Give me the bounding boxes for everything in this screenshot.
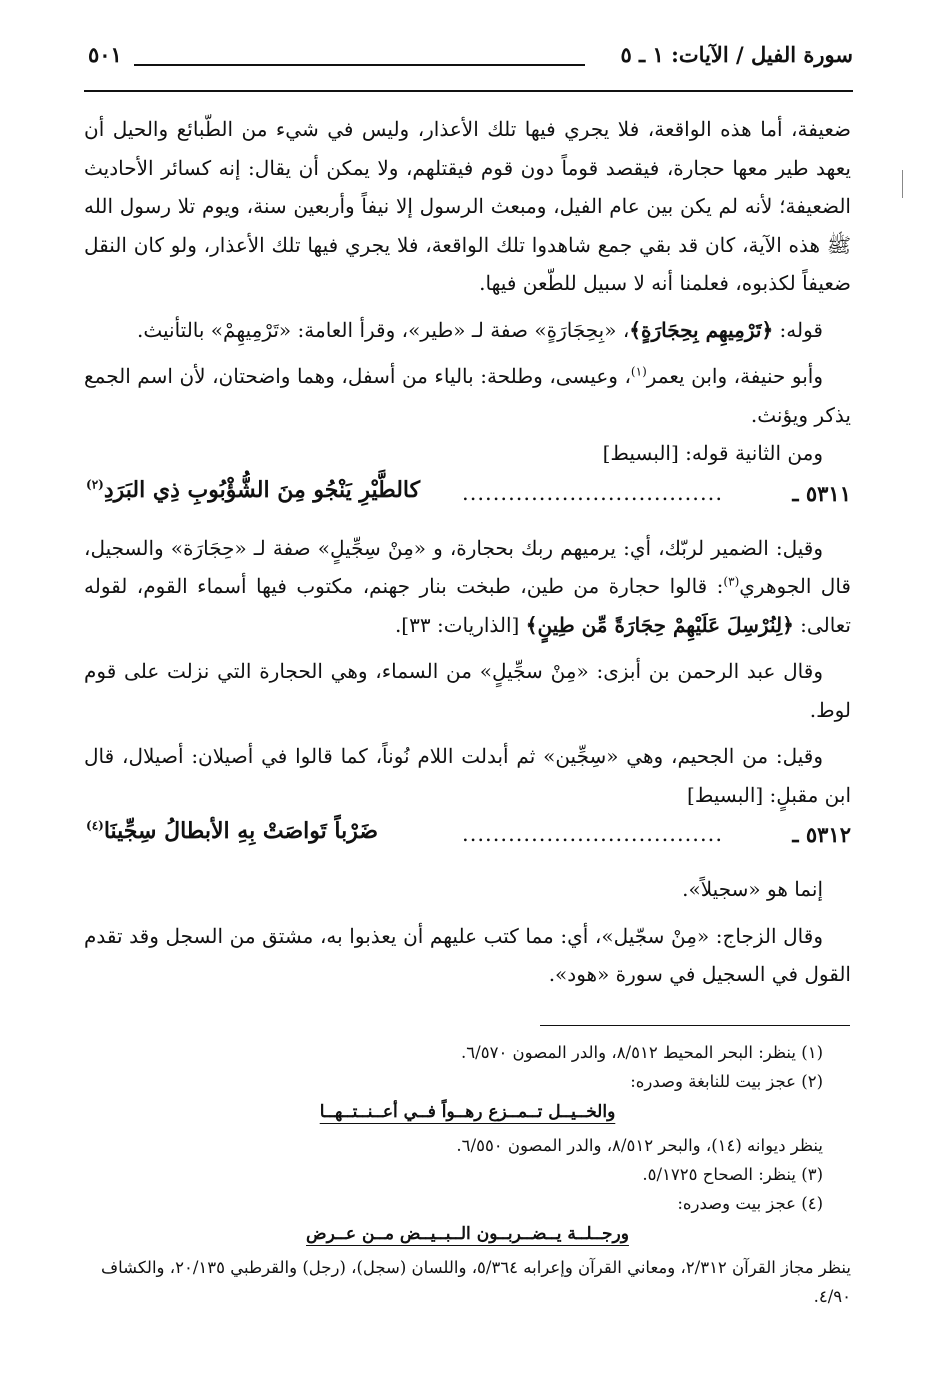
page-number: ٥٠١ <box>88 42 122 67</box>
footnote-ref: (١) <box>630 364 647 379</box>
verse-line <box>84 477 851 521</box>
paragraph: وأبو حنيفة، وابن يعمر$^{(١)}$، وعيسى، وطلحة: بالياء من أسفل، وهما واضحتان، لأن اسم الجمع يذكر ويؤنث. <box>84 364 851 427</box>
header-dash-line <box>134 64 585 66</box>
verse-line <box>84 818 851 862</box>
paragraph: وقال عبد الرحمن بن أبزى: «مِنْ سجِّيلٍ» من السماء، وهي الحجارة التي نزلت على قوم لوط. <box>84 659 851 722</box>
verse-dots: .................................. <box>462 480 723 505</box>
footnote: (٣) ينظر: الصحاح ٥/١٧٢٥. <box>642 1165 823 1184</box>
verse-text: ضَرْباً تَواصَتْ بِهِ الأبطالُ سِجِّينَا$^{(٤)}$ <box>86 818 379 844</box>
footnote-reference: ينظر ديوانه (١٤)، والبحر ٨/٥١٢، والدر المصون ٦/٥٥٠. <box>456 1136 823 1155</box>
footnote-reference: ينظر مجاز القرآن ٢/٣١٢، ومعاني القرآن وإعرابه ٥/٣٦٤، واللسان (سجل)، (رجل) والقرطبي ٢٠/١٣٥، والكشاف ٤/٩٠. <box>100 1258 851 1306</box>
margin-mark <box>902 170 903 198</box>
verse-text: كالطَّيْرِ يَنْجُو مِنَ الشُّؤْبُوبِ ذِي البَرَدِ$^{(٢)}$ <box>86 476 421 503</box>
footnote: (٤) عجز بيت وصدره: <box>677 1194 823 1213</box>
main-text <box>84 110 851 1002</box>
verse-number: ٥٣١١ ـ <box>792 480 851 506</box>
paragraph: قوله: ﴿تَرْمِيهِم بِحِجَارَةٍ﴾، «بِحِجَارَةٍ» صفة لـ «طير»، وقرأ العامة: «تَرْمِيهِمْ» بالتأنيث. <box>136 317 823 342</box>
running-header <box>88 42 853 82</box>
quran-quote: ﴿لِنُرْسِلَ عَلَيْهِمْ حِجَارَةً مِّن طِينٍ﴾ <box>525 612 794 637</box>
footnote: (٢) عجز بيت للنابغة وصدره: <box>630 1072 823 1091</box>
footnote: (١) ينظر: البحر المحيط ٨/٥١٢، والدر المصون ٦/٥٧٠. <box>461 1043 823 1062</box>
paragraph: وقيل: الضمير لربّك، أي: يرميهم ربك بحجارة، و «مِنْ سِجِّيلٍ» صفة لـ «حِجَارَة» والسجيل، قال الجوهري$^{(٣)}$: قالوا حجارة من طين، طبخت بنار جهنم، مكتوب فيها أسماء القوم، لقوله تعالى: ﴿لِنُرْسِلَ عَلَيْهِمْ حِجَارَةً مِّن طِينٍ﴾ [الذاريات: ٣٣]. <box>84 535 851 637</box>
footnote-ref: (٣) <box>723 574 740 589</box>
chapter-title: سورة الفيل / الآيات: ١ ـ ٥ <box>620 42 853 67</box>
footnote-ref: (٤) <box>86 818 104 833</box>
verse-number: ٥٣١٢ ـ <box>792 822 851 847</box>
footnote-rule <box>540 1025 850 1026</box>
paragraph: وقال الزجاج: «مِنْ سجّيل»، أي: مما كتب عليهم أن يعذبوا به، مشتق من السجل وقد تقدم القول في السجيل في سورة «هود». <box>84 923 851 986</box>
header-rule <box>84 90 853 92</box>
paragraph: وقيل: من الجحيم، وهي «سِجِّين» ثم أبدلت اللام نُوناً، كما قالوا في أصيلان: أصيلال، قال ابن مقبلٍ: [البسيط] <box>84 744 851 807</box>
paragraph: ومن الثانية قوله: [البسيط] <box>602 441 823 465</box>
paragraph: إنما هو «سجيلاً». <box>682 877 823 901</box>
footnote-poem-line: والخــيــل تــمــزع رهــواً فــي أعــنــتــهــا <box>319 1102 616 1122</box>
footnote-poem-line: ورجــلــة يــضــربــون الــبــيــض مــن عــرض <box>306 1224 629 1244</box>
paragraph: ضعيفة، أما هذه الواقعة، فلا يجري فيها تلك الأعذار، وليس في شيء من الطّبائع والحيل أن يعهد طير معها حجارة، فيقصد قوماً دون قوم فيقتلهم، ولا يمكن أن يقال: إنه كسائر الأحاديث الضعيفة؛ لأنه لم يكن بين عام الفيل، ومبعث الرسول إلا نيفاً وأربعين سنة، ويوم تلا رسول الله ﷺ هذه الآية، كان قد بقي جمع شاهدوا تلك الواقعة، فلا يجري فيها تلك الأعذار، ولو كان النقل ضعيفاً لكذبوه، فعلمنا أنه لا سبيل للطّعن فيها. <box>84 117 852 295</box>
footnote-ref: (٢) <box>86 477 104 492</box>
verse-dots: .................................. <box>462 822 723 846</box>
quran-quote: ﴿تَرْمِيهِم بِحِجَارَةٍ﴾ <box>629 317 774 342</box>
footnotes <box>84 1038 851 1311</box>
